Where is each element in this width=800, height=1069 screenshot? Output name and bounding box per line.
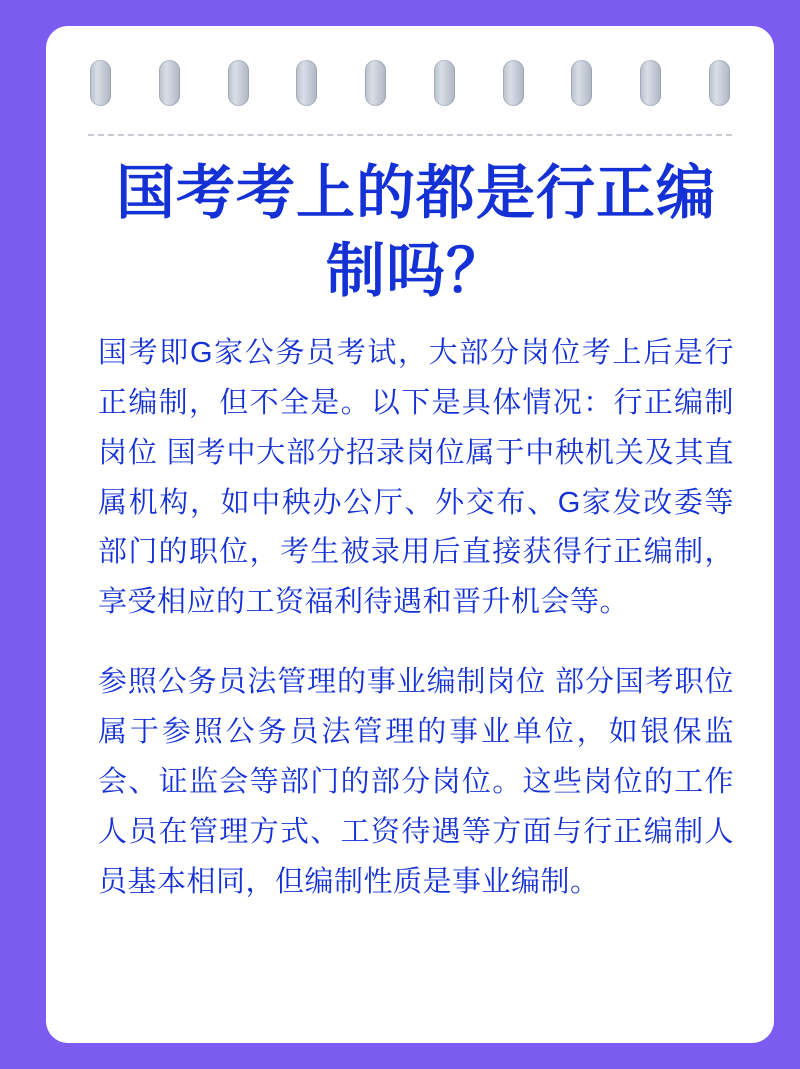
binding-ring-icon — [228, 60, 249, 106]
binding-ring-icon — [503, 60, 524, 106]
binding-ring-icon — [365, 60, 386, 106]
binding-ring-icon — [90, 60, 111, 106]
binding-ring-icon — [571, 60, 592, 106]
tear-off-dashed-line — [88, 134, 732, 136]
page-title: 国考考上的都是行正编制吗？ — [115, 160, 716, 305]
binding-ring-icon — [159, 60, 180, 106]
binding-ring-icon — [434, 60, 455, 106]
note-card — [46, 26, 774, 1043]
binding-ring-icon — [709, 60, 730, 106]
spiral-binding-rings — [46, 60, 774, 106]
body-paragraph-1: 国考即G家公务员考试，大部分岗位考上后是行正编制，但不全是。以下是具体情况：行正编制岗位 国考中大部分招录岗位属于中秧机关及其直属机构，如中秧办公厅、外交布、G家发改委等部门的职位，考生被录用后直接获得行正编制，享受相应的工资福利待遇和晋升机会等。 — [98, 336, 734, 619]
note-content — [98, 154, 734, 908]
binding-ring-icon — [640, 60, 661, 106]
body-paragraph-2: 参照公务员法管理的事业编制岗位 部分国考职位属于参照公务员法管理的事业单位，如银保监会、证监会等部门的部分岗位。这些岗位的工作人员在管理方式、工资待遇等方面与行正编制人员基本相同，但编制性质是事业编制。 — [98, 666, 734, 898]
binding-ring-icon — [296, 60, 317, 106]
